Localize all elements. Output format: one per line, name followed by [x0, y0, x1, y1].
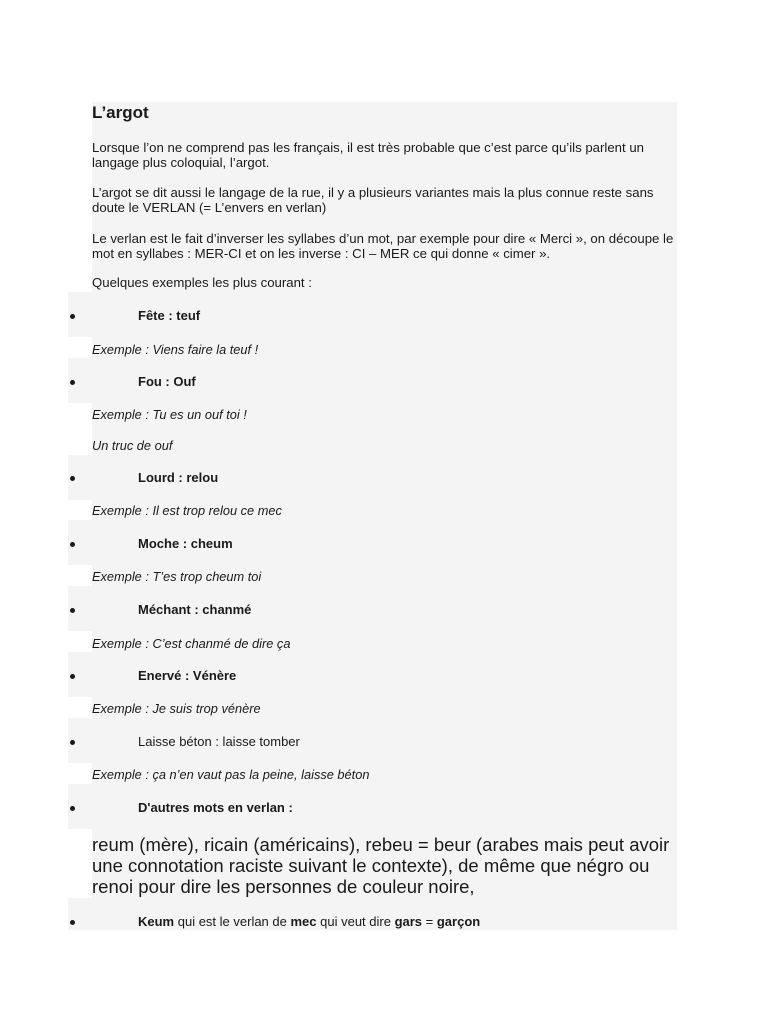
list-bullet: [70, 674, 75, 679]
list-item-term: Fête : teuf: [138, 308, 201, 323]
list-item-term: Méchant : chanmé: [138, 602, 252, 617]
list-item-example: Exemple : Viens faire la teuf !: [92, 342, 259, 357]
list-item-example: Exemple : Il est trop relou ce mec: [92, 503, 282, 518]
list-item-term: Lourd : relou: [138, 470, 219, 485]
garcon-word: garçon: [436, 914, 481, 929]
list-bullet: [70, 740, 75, 745]
keum-word: Keum: [138, 914, 175, 929]
page-title: L’argot: [92, 103, 149, 122]
verlan-paragraph: L’argot se dit aussi le langage de la rue, il y a plusieurs variantes mais la plus connue reste sans doute le VERLAN (= L’envers en verlan): [92, 185, 654, 215]
list-item-term: Laisse béton : laisse tomber: [138, 734, 300, 749]
list-item-example: Exemple : C’est chanmé de dire ça: [92, 636, 291, 651]
last-item-text-2: qui veut dire: [316, 914, 395, 929]
list-bullet: [70, 806, 75, 811]
list-item-example: Exemple : ça n’en vaut pas la peine, laisse béton: [92, 767, 370, 782]
list-bullet: [70, 380, 75, 385]
last-item-text-1: qui est le verlan de: [174, 914, 291, 929]
list-item-example: Exemple : Tu es un ouf toi !: [92, 407, 247, 422]
other-words-paragraph: reum (mère), ricain (américains), rebeu = beur (arabes mais peut avoir une connotation raciste suivant le contexte), de même que négro ou renoi pour dire les personnes de couleur noire,: [92, 834, 670, 897]
intro-paragraph: Lorsque l’on ne comprend pas les français, il est très probable que c’est parce qu’ils parlent un langage plus coloquial, l’argot.: [92, 140, 644, 170]
list-bullet: [70, 476, 75, 481]
last-list-item: [138, 914, 480, 929]
list-bullet: [70, 542, 75, 547]
list-item-term: Enervé : Vénère: [138, 668, 237, 683]
last-item-text-3: =: [422, 914, 437, 929]
list-item-example: Exemple : T’es trop cheum toi: [92, 569, 262, 584]
list-bullet: [70, 314, 75, 319]
mec-word: mec: [290, 914, 317, 929]
list-bullet: [70, 920, 75, 925]
bullet-row-shade-9: [68, 898, 92, 930]
examples-intro: Quelques exemples les plus courant :: [92, 275, 312, 290]
list-item-term: D'autres mots en verlan :: [138, 800, 293, 815]
list-item-example: Un truc de ouf: [92, 438, 173, 453]
verlan-explanation-paragraph: Le verlan est le fait d’inverser les syllabes d’un mot, par exemple pour dire « Merci », on découpe le mot en syllabes : MER-CI et on les inverse : CI – MER ce qui donne « cimer ».: [92, 231, 674, 261]
list-item-term: Fou : Ouf: [138, 374, 196, 389]
gars-word: gars: [394, 914, 423, 929]
list-item-example: Exemple : Je suis trop vénère: [92, 701, 261, 716]
list-item-term: Moche : cheum: [138, 536, 233, 551]
list-bullet: [70, 608, 75, 613]
